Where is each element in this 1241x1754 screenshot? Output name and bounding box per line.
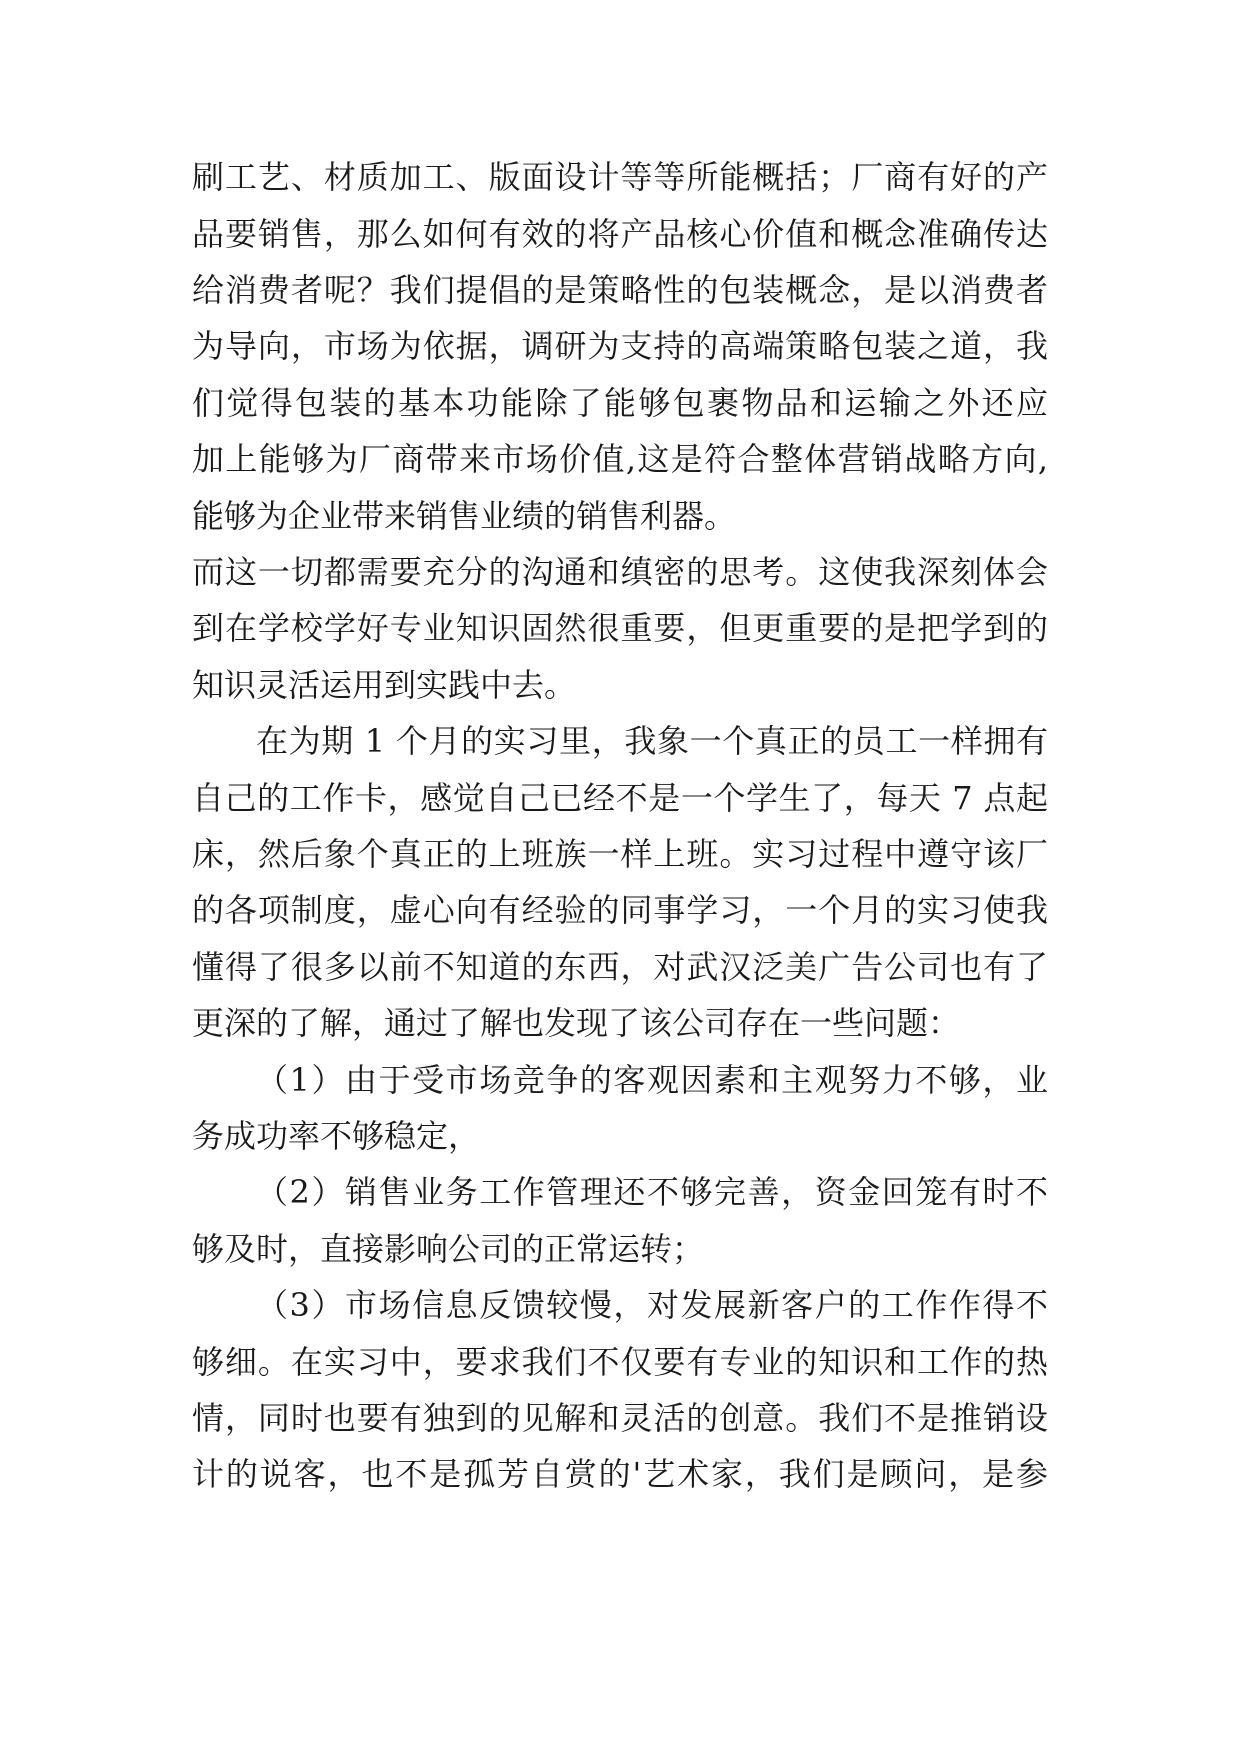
text-line: 自己的工作卡，感觉自己已经不是一个学生了，每天 7 点起	[192, 779, 1048, 817]
text-line: 懂得了很多以前不知道的东西，对武汉泛美广告公司也有了	[192, 948, 1048, 986]
text-line: 到在学校学好专业知识固然很重要，但更重要的是把学到的	[192, 609, 1048, 647]
text-line: 的各项制度，虚心向有经验的同事学习，一个月的实习使我	[192, 891, 1048, 929]
text-line: 能够为企业带来销售业绩的销售利器。	[192, 497, 737, 535]
text-line: 床，然后象个真正的上班族一样上班。实习过程中遵守该厂	[192, 835, 1048, 873]
text-line: 刷工艺、材质加工、版面设计等等所能概括；厂商有好的产	[192, 158, 1048, 196]
text-line: 够及时，直接影响公司的正常运转；	[192, 1230, 705, 1268]
text-line: 更深的了解，通过了解也发现了该公司存在一些问题：	[192, 1004, 961, 1042]
text-line: （3）市场信息反馈较慢，对发展新客户的工作作得不	[256, 1286, 1048, 1324]
text-line: 在为期 1 个月的实习里，我象一个真正的员工一样拥有	[256, 722, 1048, 760]
text-line: 给消费者呢？我们提倡的是策略性的包装概念，是以消费者	[192, 271, 1048, 309]
text-line: 情，同时也要有独到的见解和灵活的创意。我们不是推销设	[192, 1399, 1048, 1437]
text-line: 加上能够为厂商带来市场价值,这是符合整体营销战略方向,	[192, 440, 1048, 478]
text-line: 计的说客，也不是孤芳自赏的'艺术家，我们是顾问，是参	[192, 1455, 1048, 1493]
text-line: 务成功率不够稳定，	[192, 1117, 481, 1155]
text-line: 为导向，市场为依据，调研为支持的高端策略包装之道，我	[192, 327, 1048, 365]
text-line: 品要销售，那么如何有效的将产品核心价值和概念准确传达	[192, 215, 1048, 253]
text-line: 而这一切都需要充分的沟通和缜密的思考。这使我深刻体会	[192, 553, 1048, 591]
text-line: 知识灵活运用到实践中去。	[192, 666, 577, 704]
text-line: 们觉得包装的基本功能除了能够包裹物品和运输之外还应	[192, 384, 1048, 422]
text-line: （2）销售业务工作管理还不够完善，资金回笼有时不	[256, 1173, 1048, 1211]
text-line: 够细。在实习中，要求我们不仅要有专业的知识和工作的热	[192, 1343, 1048, 1381]
text-line: （1）由于受市场竞争的客观因素和主观努力不够，业	[256, 1061, 1048, 1099]
